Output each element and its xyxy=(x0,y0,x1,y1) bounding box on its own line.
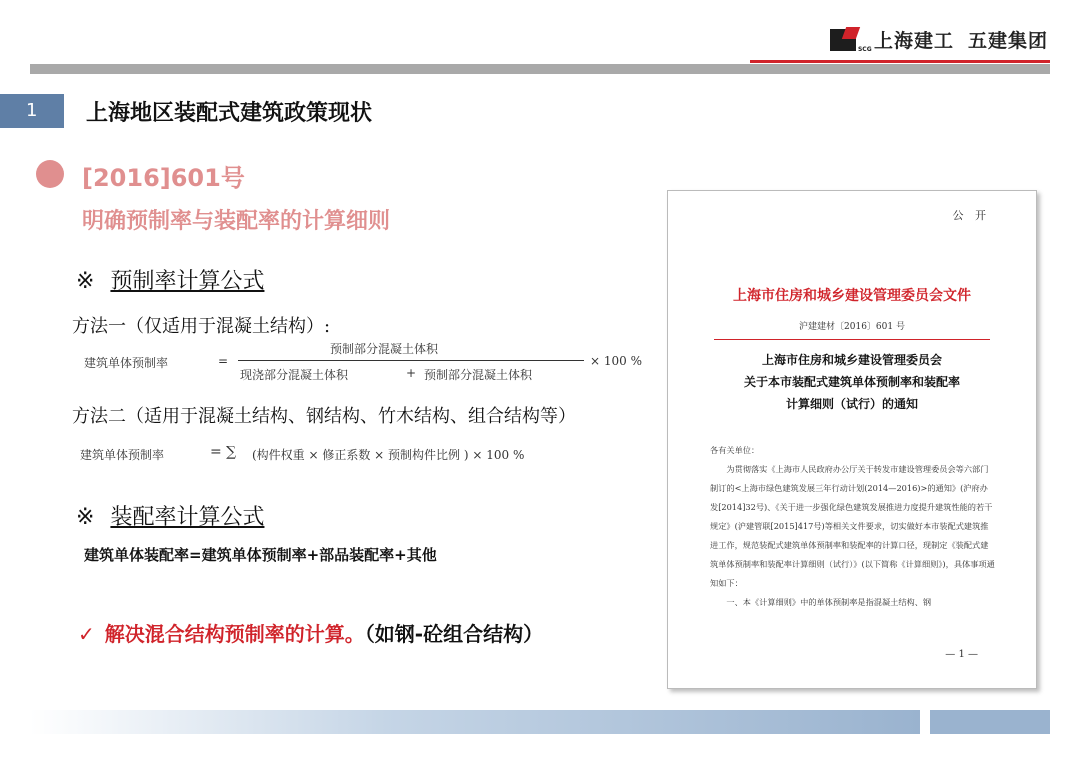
doc-item-1: 一、本《计算细则》中的单体预制率是指混凝土结构、钢 xyxy=(726,597,932,607)
footer-gradient-bar xyxy=(30,710,920,734)
group-name: 五建集团 xyxy=(967,30,1048,52)
header-red-line xyxy=(750,60,1050,63)
doc-body-text: 为贯彻落实《上海市人民政府办公厅关于转发市建设管理委员会等六部门制订的<上海市绿色建筑发展三年行动计划(2014—2016)>的通知》(沪府办发[2014]32号)、《关于进一步强化绿色建筑发展推进力度提升建筑性能的若干规定》(沪建管联[2015]417号)等相关文件要求，切实做好本市装配式建筑推进工作，规范装配式建筑单体预制率和装配率的计算口径，现制定《装配式建筑单体预制率和装配率计算细则（试行）》(以下简称《计算细则》)，具体事项通知如下： xyxy=(710,464,995,588)
assembly-formula: 建筑单体装配率=建筑单体预制率+部品装配率+其他 xyxy=(84,546,437,564)
formula2-label: 建筑单体预制率 xyxy=(80,448,165,462)
doc-public-label: 公 开 xyxy=(952,209,990,222)
formula1-denominator-b: 预制部分混凝土体积 xyxy=(424,368,533,382)
doc-body xyxy=(710,441,996,612)
footer-block xyxy=(930,710,1050,734)
method-two: 方法二（适用于混凝土结构、钢结构、竹木结构、组合结构等） xyxy=(72,406,576,427)
formula1-label: 建筑单体预制率 xyxy=(84,356,169,370)
prefab-heading-text: 预制率计算公式 xyxy=(110,269,265,294)
doc-page-number: — 1 — xyxy=(945,649,978,660)
section-title: 上海地区装配式建筑政策现状 xyxy=(86,101,373,126)
doc-number: [2016]601号 xyxy=(82,164,245,192)
assembly-heading xyxy=(76,500,264,531)
doc-title-1: 上海市住房和城乡建设管理委员会 xyxy=(761,353,942,367)
doc-salutation: 各有关单位： xyxy=(710,445,760,455)
doc-issuer: 上海市住房和城乡建设管理委员会文件 xyxy=(733,288,971,304)
company-logo xyxy=(830,26,1048,53)
formula2-eq-sum: = ∑ xyxy=(210,444,237,460)
policy-document-image xyxy=(667,190,1037,689)
doc-title-2: 关于本市装配式建筑单体预制率和装配率 xyxy=(743,375,960,389)
reference-mark-icon: ※ xyxy=(76,505,95,530)
point-subtitle: 明确预制率与装配率的计算细则 xyxy=(82,209,391,234)
conclusion-note: （如钢-砼组合结构） xyxy=(364,622,544,646)
method-one: 方法一（仅适用于混凝土结构）: xyxy=(72,316,331,337)
reference-mark-icon: ※ xyxy=(76,269,95,294)
formula1-eq: = xyxy=(218,354,229,368)
fraction-line xyxy=(238,360,584,361)
doc-red-rule xyxy=(714,339,990,340)
formula1-denominator-a: 现浇部分混凝土体积 xyxy=(240,368,349,382)
scg-logo-icon: SCG xyxy=(830,27,868,53)
formula1-numerator: 预制部分混凝土体积 xyxy=(330,342,439,356)
formula2-term: (构件权重 × 修正系数 × 预制构件比例 ) × 100 % xyxy=(252,448,525,462)
section-number: 1 xyxy=(0,94,64,128)
company-name: 上海建工 xyxy=(873,30,954,52)
doc-ref: 沪建建材〔2016〕601 号 xyxy=(799,322,905,332)
formula1-times100: × 100 % xyxy=(590,354,642,368)
conclusion xyxy=(78,618,543,647)
prefab-heading xyxy=(76,264,264,295)
bullet-circle-icon xyxy=(36,160,64,188)
checkmark-icon: ✓ xyxy=(78,622,95,646)
formula1-plus: + xyxy=(406,366,417,380)
header-bar xyxy=(30,64,1050,74)
doc-title-3: 计算细则（试行）的通知 xyxy=(785,397,918,411)
conclusion-highlight: 解决混合结构预制率的计算。 xyxy=(104,622,365,646)
assembly-heading-text: 装配率计算公式 xyxy=(110,505,265,530)
